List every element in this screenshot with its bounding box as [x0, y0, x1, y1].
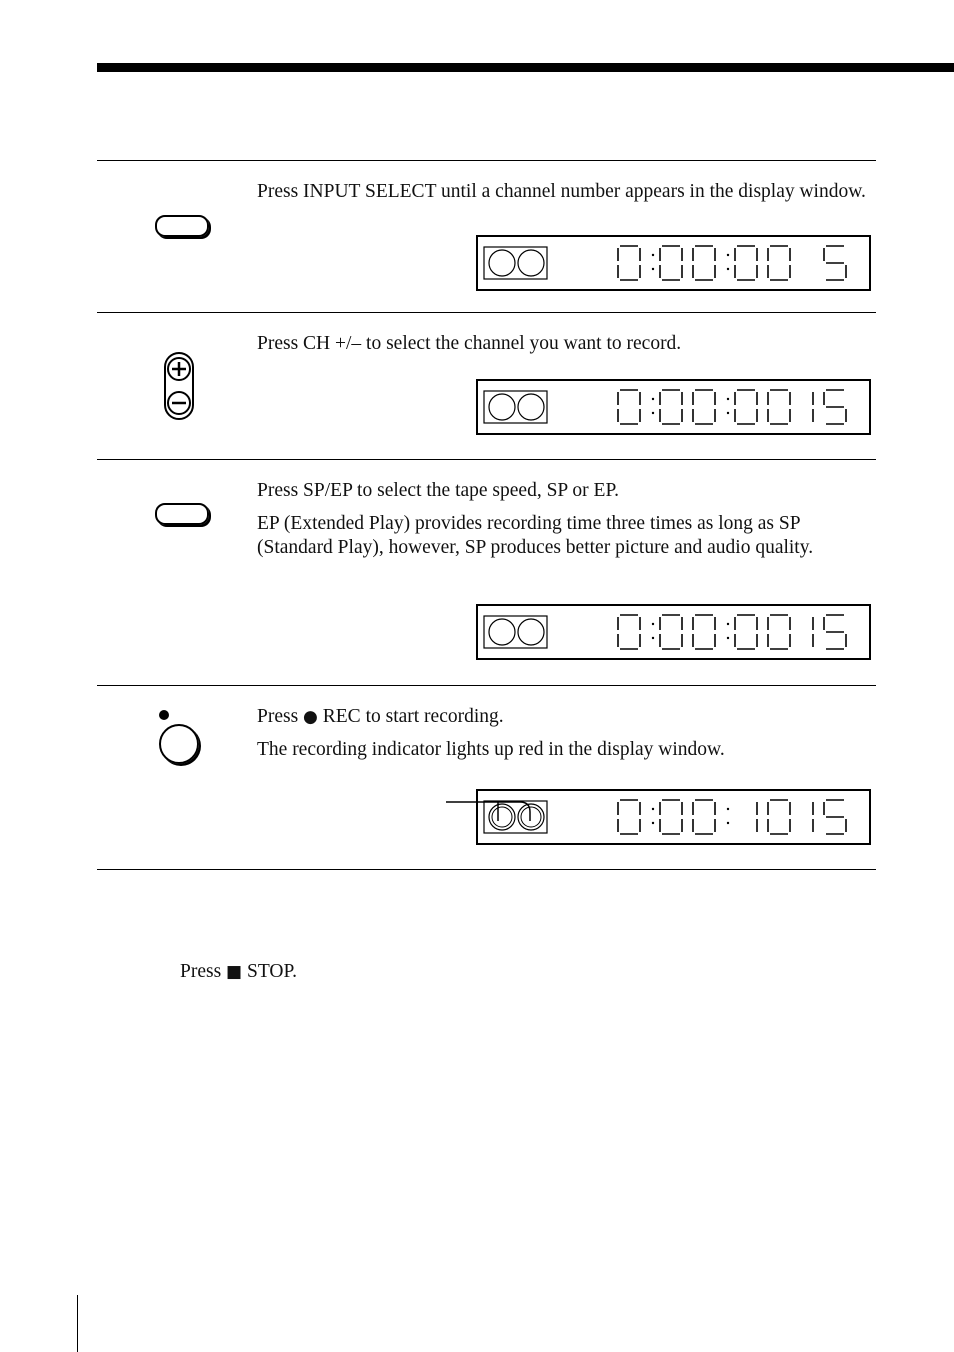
colon-dot — [652, 398, 654, 400]
lcd-svg — [478, 381, 869, 433]
reel-icon — [518, 804, 544, 830]
reel-icon — [518, 394, 544, 420]
sp-ep-button[interactable] — [155, 503, 209, 525]
display-window-1 — [476, 235, 871, 291]
colon-dot — [727, 637, 729, 639]
colon-dot — [652, 254, 654, 256]
colon-dot — [727, 268, 729, 270]
stop-instruction: Press ■ STOP. — [180, 961, 298, 982]
input-select-button[interactable] — [155, 215, 209, 237]
channel-rocker[interactable] — [164, 352, 194, 420]
display-window-2 — [476, 379, 871, 435]
divider — [97, 312, 876, 313]
record-indicator-icon — [492, 807, 512, 827]
colon-dot — [652, 822, 654, 824]
reel-icon — [489, 619, 515, 645]
reel-icon — [518, 250, 544, 276]
reel-icon — [489, 804, 515, 830]
record-dot-icon — [159, 710, 169, 720]
rec-button[interactable] — [159, 724, 199, 764]
colon-dot — [727, 808, 729, 810]
lcd-svg — [478, 606, 869, 658]
divider — [97, 459, 876, 460]
step-4-text: Press ● REC to start recording. The recording indicator lights up red in the display window. — [257, 706, 725, 760]
step-2-text: Press CH +/– to select the channel you want to record. — [257, 333, 682, 354]
colon-dot — [727, 254, 729, 256]
step-1-text: Press INPUT SELECT until a channel number appears in the display window. — [257, 181, 866, 202]
reel-icon — [489, 394, 515, 420]
stop-square-icon: ■ — [226, 962, 243, 982]
lcd-svg — [478, 791, 869, 843]
colon-dot — [652, 268, 654, 270]
display-window-4 — [476, 789, 871, 845]
step-3-text: Press SP/EP to select the tape speed, SP or EP. EP (Extended Play) provides recording time three times as long as SP (Standard Play), however, SP produces better picture and audio quality. — [257, 480, 814, 558]
colon-dot — [652, 808, 654, 810]
record-indicator-icon — [521, 807, 541, 827]
divider — [97, 160, 876, 161]
colon-dot — [727, 412, 729, 414]
colon-dot — [652, 412, 654, 414]
colon-dot — [652, 637, 654, 639]
colon-dot — [727, 398, 729, 400]
colon-dot — [727, 822, 729, 824]
record-dot-icon: ● — [303, 707, 318, 727]
margin-rule — [77, 1295, 78, 1352]
display-window-3 — [476, 604, 871, 660]
divider — [97, 869, 876, 870]
reel-icon — [518, 619, 544, 645]
colon-dot — [727, 623, 729, 625]
lcd-svg — [478, 237, 869, 289]
reel-icon — [489, 250, 515, 276]
colon-dot — [652, 623, 654, 625]
top-rule — [97, 63, 954, 72]
ch-plus-minus-icon — [164, 352, 194, 420]
divider — [97, 685, 876, 686]
